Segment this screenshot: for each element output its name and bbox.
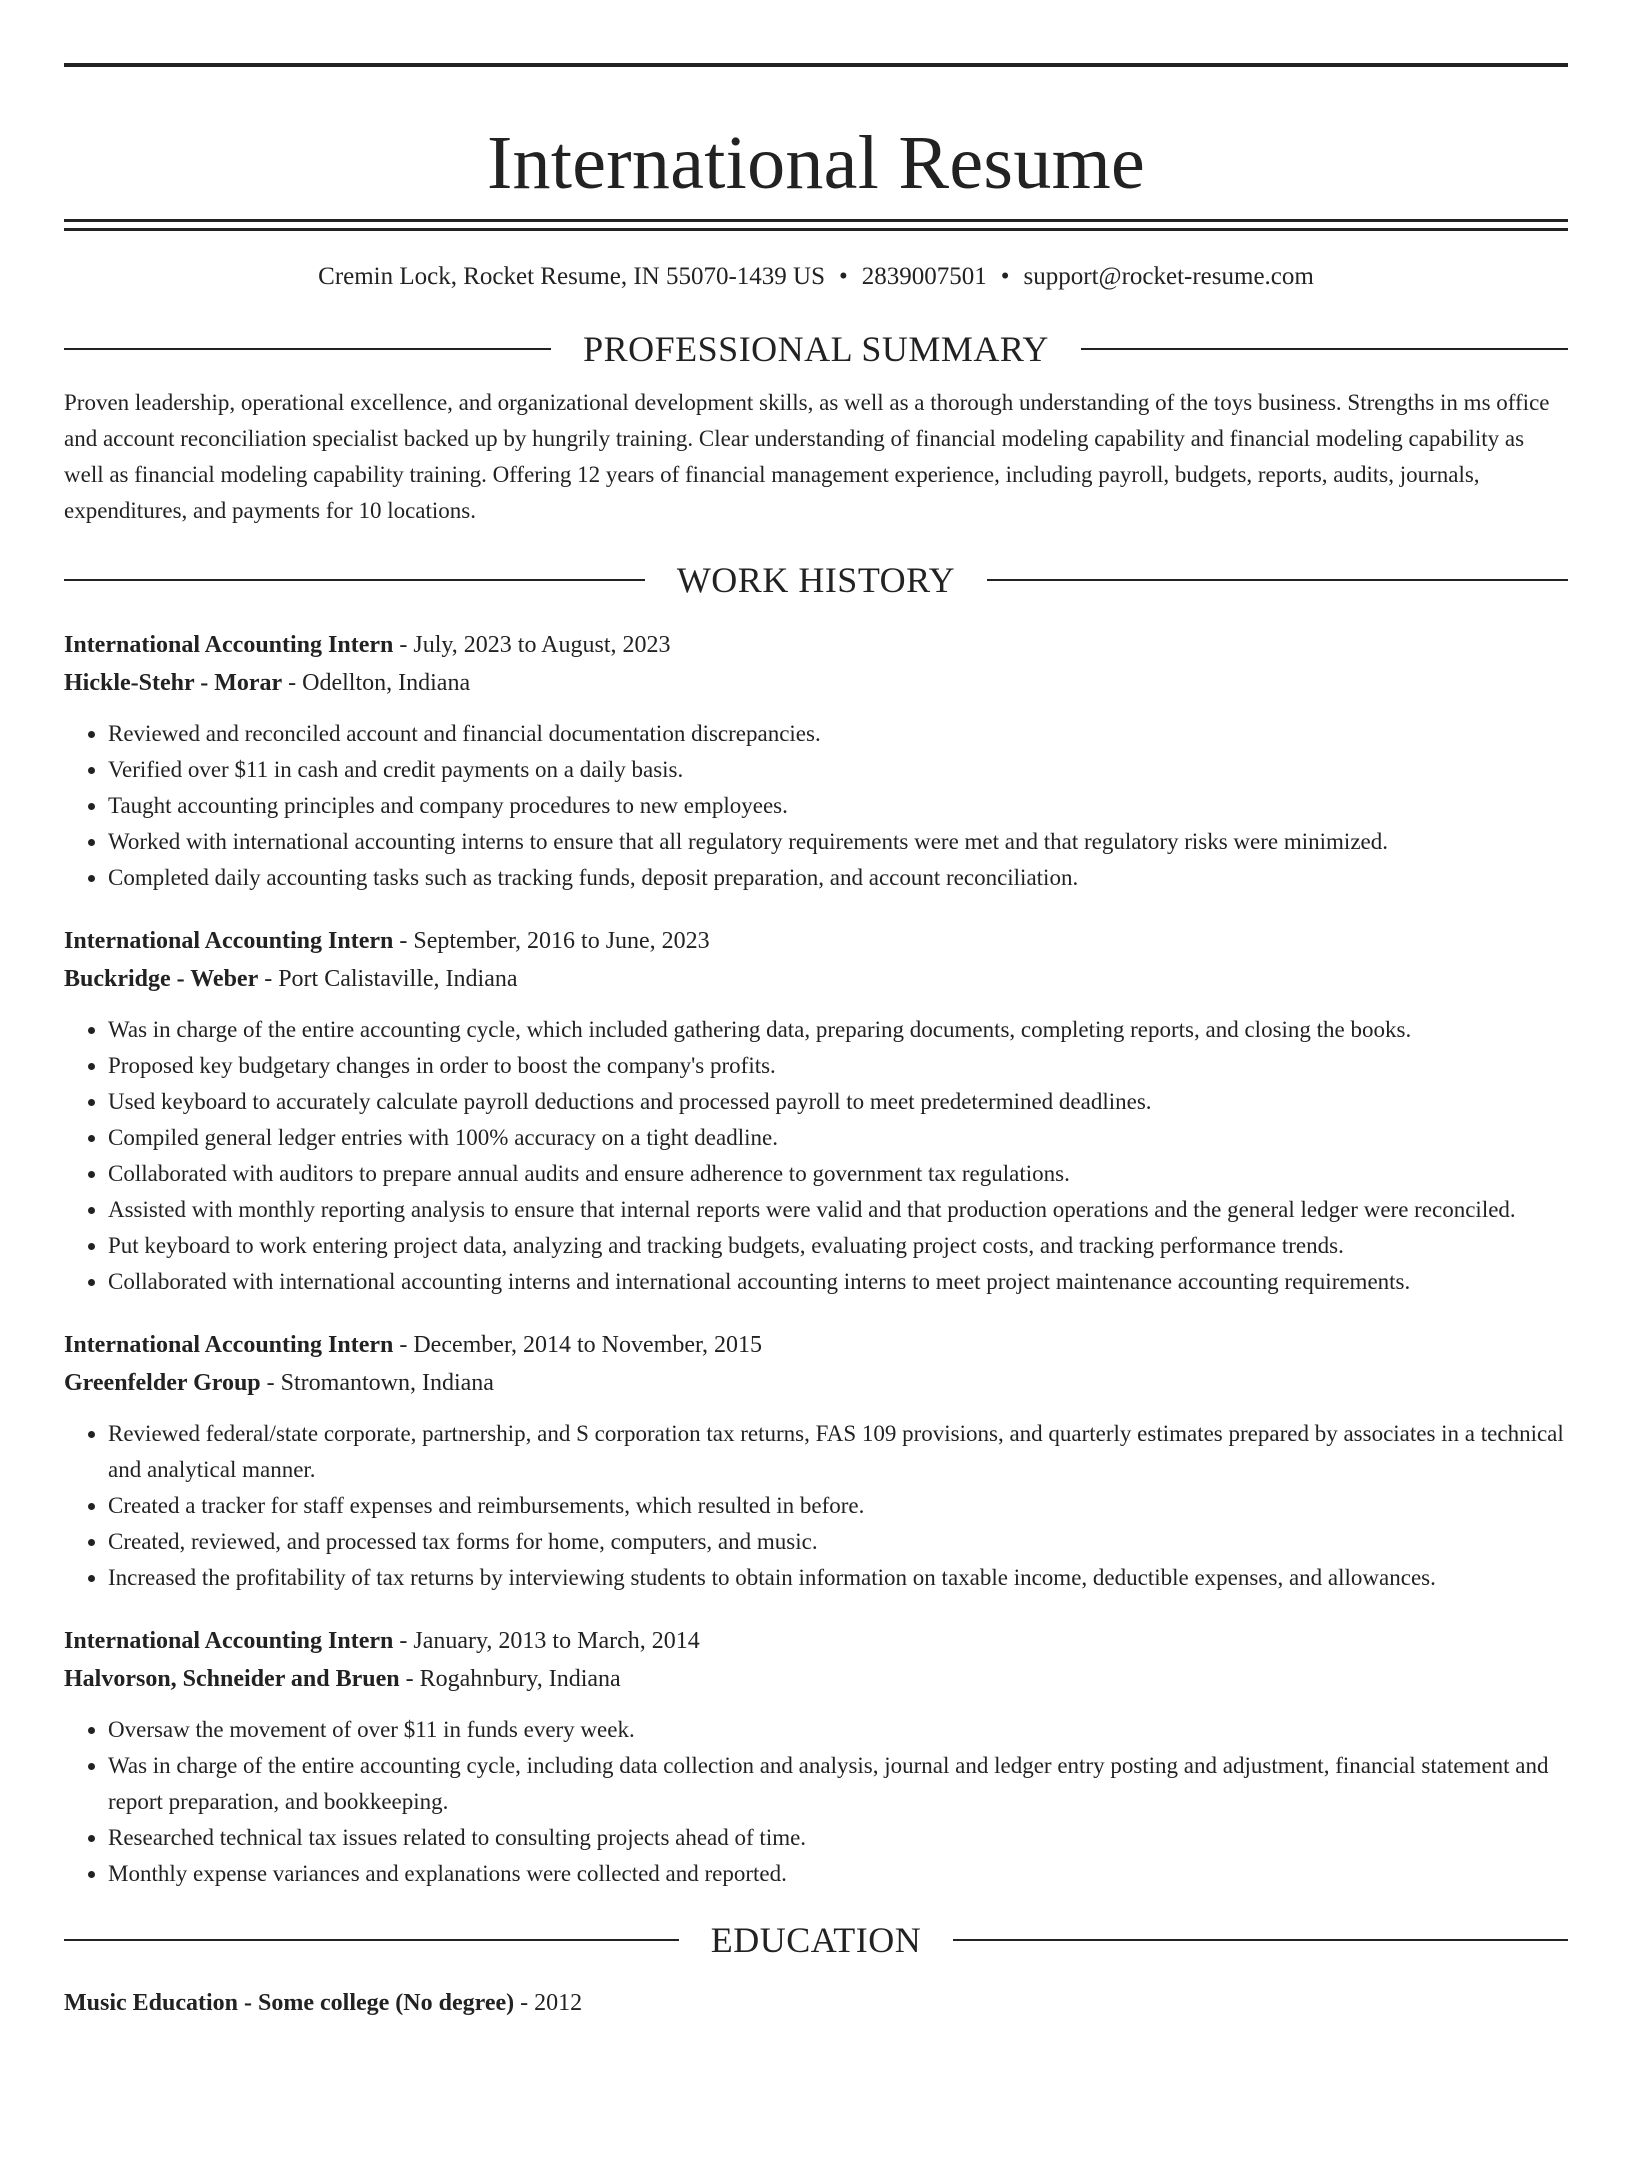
summary-heading: PROFESSIONAL SUMMARY (583, 329, 1049, 369)
contact-line (64, 259, 1568, 295)
section-rule-right (953, 1939, 1568, 1941)
contact-phone: 2839007501 (861, 263, 987, 290)
education-section-header (64, 1918, 1568, 1962)
job-company-line (64, 1364, 1568, 1402)
job-company: Halvorson, Schneider and Bruen (64, 1666, 400, 1692)
job-bullet: • Was in charge of the entire accounting cycle, including data collection and analysis, journal and ledger entry posting and adjustment, financial statement and report preparation, and bookkeeping. (108, 1748, 1568, 1820)
section-rule-right (1081, 348, 1568, 350)
job-entry (64, 1326, 1568, 1596)
job-company-line (64, 960, 1568, 998)
job-bullet: • Monthly expense variances and explanations were collected and reported. (108, 1856, 1568, 1892)
job-location: - Rogahnbury, Indiana (399, 1666, 621, 1692)
education-heading: EDUCATION (710, 1920, 922, 1960)
work-section-header (64, 558, 1568, 602)
job-bullet: • Reviewed federal/state corporate, partnership, and S corporation tax returns, FAS 109 provisions, and quarterly estimates prepared by associates in a technical and analytical manner. (108, 1416, 1568, 1488)
job-location: - Stromantown, Indiana (260, 1370, 494, 1396)
contact-separator: • (839, 263, 848, 290)
job-bullet: • Used keyboard to accurately calculate payroll deductions and processed payroll to meet predetermined deadlines. (108, 1084, 1568, 1120)
section-rule-right (987, 579, 1568, 581)
contact-address: Cremin Lock, Rocket Resume, IN 55070-1439 US (318, 263, 826, 290)
education-entry (64, 1984, 1568, 2022)
job-bullet: • Put keyboard to work entering project data, analyzing and tracking budgets, evaluating project costs, and tracking performance trends. (108, 1228, 1568, 1264)
job-title-line (64, 1326, 1568, 1364)
job-bullets (64, 1416, 1568, 1596)
section-rule-left (64, 348, 551, 350)
job-company: Hickle-Stehr - Morar (64, 670, 283, 696)
job-entry (64, 922, 1568, 1300)
contact-separator: • (1000, 263, 1010, 290)
summary-section-header (64, 327, 1568, 371)
job-title: International Accounting Intern (64, 1332, 394, 1358)
job-bullet: • Worked with international accounting interns to ensure that all regulatory requirements were met and that regulatory risks were minimized. (108, 824, 1568, 860)
job-bullets (64, 1012, 1568, 1300)
job-entry (64, 1622, 1568, 1892)
resume-title: International Resume (486, 121, 1146, 205)
job-company-line (64, 1660, 1568, 1698)
education-degree: Music Education - Some college (No degree) (64, 1990, 515, 2016)
job-entry (64, 626, 1568, 896)
job-bullet: • Proposed key budgetary changes in order to boost the company's profits. (108, 1048, 1568, 1084)
job-bullet: • Was in charge of the entire accounting cycle, which included gathering data, preparing documents, completing reports, and closing the books. (108, 1012, 1568, 1048)
job-bullet: • Created, reviewed, and processed tax forms for home, computers, and music. (108, 1524, 1568, 1560)
summary-text: Proven leadership, operational excellence, and organizational development skills, as well as a thorough understanding of the toys business. Strengths in ms office and account reconciliation specialist backed up by hungrily training. Clear understanding of financial modeling capability and financial modeling capability as well as financial modeling capability training. Offering 12 years of financial management experience, including payroll, budgets, reports, audits, journals, expenditures, and payments for 10 locations. (64, 390, 1550, 523)
job-bullet: • Researched technical tax issues related to consulting projects ahead of time. (108, 1820, 1568, 1856)
job-bullet: • Verified over $11 in cash and credit payments on a daily basis. (108, 752, 1568, 788)
job-bullet: • Collaborated with auditors to prepare annual audits and ensure adherence to government tax regulations. (108, 1156, 1568, 1192)
job-bullets (64, 1712, 1568, 1892)
job-company: Greenfelder Group (64, 1370, 261, 1396)
job-bullet: • Oversaw the movement of over $11 in funds every week. (108, 1712, 1568, 1748)
education-year: - 2012 (514, 1990, 583, 2016)
job-location: - Odellton, Indiana (282, 670, 471, 696)
job-title-line (64, 626, 1568, 664)
job-company: Buckridge - Weber (64, 966, 259, 992)
job-title-line (64, 1622, 1568, 1660)
section-rule-left (64, 579, 645, 581)
job-bullet: • Collaborated with international accounting interns and international accounting interns to meet project maintenance accounting requirements. (108, 1264, 1568, 1300)
job-company-line (64, 664, 1568, 702)
job-bullet: • Increased the profitability of tax returns by interviewing students to obtain information on taxable income, deductible expenses, and allowances. (108, 1560, 1568, 1596)
job-bullet: • Taught accounting principles and company procedures to new employees. (108, 788, 1568, 824)
job-title: International Accounting Intern (64, 632, 394, 658)
job-title-line (64, 922, 1568, 960)
contact-email: support@rocket-resume.com (1023, 263, 1314, 290)
job-bullets (64, 716, 1568, 896)
resume-page (0, 63, 1632, 2175)
work-heading: WORK HISTORY (676, 560, 956, 600)
job-title: International Accounting Intern (64, 1628, 394, 1654)
job-dates: - January, 2013 to March, 2014 (393, 1628, 700, 1654)
job-bullet: • Compiled general ledger entries with 100% accuracy on a tight deadline. (108, 1120, 1568, 1156)
job-dates: - July, 2023 to August, 2023 (393, 632, 671, 658)
section-rule-left (64, 1939, 679, 1941)
job-bullet: • Created a tracker for staff expenses and reimbursements, which resulted in before. (108, 1488, 1568, 1524)
job-bullet: • Assisted with monthly reporting analysis to ensure that internal reports were valid and that production operations and the general ledger were reconciled. (108, 1192, 1568, 1228)
job-location: - Port Calistaville, Indiana (258, 966, 518, 992)
job-title: International Accounting Intern (64, 928, 394, 954)
title-double-divider (64, 219, 1568, 231)
job-dates: - December, 2014 to November, 2015 (393, 1332, 762, 1358)
job-dates: - September, 2016 to June, 2023 (393, 928, 710, 954)
job-bullet: • Reviewed and reconciled account and financial documentation discrepancies. (108, 716, 1568, 752)
job-bullet: • Completed daily accounting tasks such as tracking funds, deposit preparation, and account reconciliation. (108, 860, 1568, 896)
